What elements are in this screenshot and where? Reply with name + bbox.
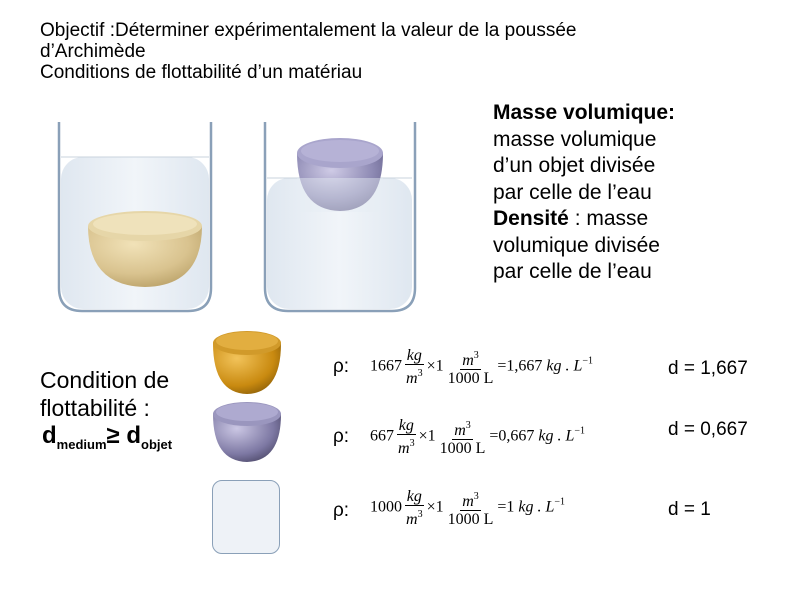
masse-text-1: masse volumique xyxy=(493,127,657,151)
formula-row-3 xyxy=(370,488,565,528)
geq-d-symbol: ≥ d xyxy=(106,422,142,449)
densite-title: Densité xyxy=(493,207,569,230)
condition-line-1: Condition de xyxy=(40,367,170,393)
times-one: ×1 xyxy=(426,357,444,375)
result-unit: kg . L xyxy=(546,357,583,375)
masse-volumique-title: Masse volumique: xyxy=(493,101,676,124)
m-unit: m xyxy=(462,352,474,369)
result-unit: kg . L xyxy=(518,498,555,516)
masse-text-3: par celle de l’eau xyxy=(493,180,652,204)
kg-unit: kg xyxy=(398,417,414,434)
masse-text-2: d’un objet divisée xyxy=(493,154,656,177)
d-value-1: d = 1,667 xyxy=(668,358,748,379)
result-value: =1,667 xyxy=(497,357,543,375)
objective-line-2: d’Archimède xyxy=(40,41,146,62)
result-exp: −1 xyxy=(574,425,586,437)
purple-object xyxy=(297,138,383,212)
violet-bowl xyxy=(213,402,281,462)
kg-unit: kg xyxy=(406,347,422,364)
density-value: 1667 xyxy=(370,357,402,375)
rho-label-3: ρ: xyxy=(333,500,350,521)
densite-text-3: par celle de l’eau xyxy=(493,260,652,283)
result-exp: −1 xyxy=(582,355,594,367)
kg-unit: kg xyxy=(406,488,422,505)
rho-label-1: ρ: xyxy=(333,356,350,377)
exp-3: 3 xyxy=(409,438,415,449)
d-value-2: d = 0,667 xyxy=(668,419,748,440)
exp-3: 3 xyxy=(417,368,423,379)
definitions-box xyxy=(493,100,793,286)
d-symbol: d xyxy=(42,422,57,449)
result-value: =1 xyxy=(497,498,515,516)
formula-row-2 xyxy=(370,417,585,457)
condition-line-2: flottabilité : xyxy=(40,395,150,421)
orange-bowl xyxy=(213,331,281,394)
objective-line: Objectif :Déterminer expérimentalement la valeur de la poussée xyxy=(40,20,577,41)
times-one: ×1 xyxy=(426,498,444,516)
result-unit: kg . L xyxy=(538,427,575,445)
densite-text-1: : masse xyxy=(568,207,649,230)
rho-label-2: ρ: xyxy=(333,426,350,447)
beaker-right xyxy=(265,122,415,311)
times-one: ×1 xyxy=(418,427,436,445)
condition-label xyxy=(40,366,169,422)
conditions-line: Conditions de flottabilité d’un matériau xyxy=(40,62,363,83)
exp-3: 3 xyxy=(465,420,471,431)
medium-subscript: medium xyxy=(56,437,107,452)
m-unit: m xyxy=(462,493,474,510)
exp-3: 3 xyxy=(473,350,479,361)
result-value: =0,667 xyxy=(489,427,535,445)
condition-formula xyxy=(42,422,172,452)
d-value-3: d = 1 xyxy=(668,499,711,520)
den-value: 1000 L xyxy=(447,370,494,387)
den-value: 1000 L xyxy=(439,440,486,457)
beaker-left xyxy=(59,122,211,311)
formula-row-1 xyxy=(370,347,593,387)
densite-text-2: volumique divisée xyxy=(493,233,660,257)
objet-subscript: objet xyxy=(141,437,173,452)
exp-3: 3 xyxy=(473,491,479,502)
m-unit: m xyxy=(406,511,418,528)
m-unit: m xyxy=(398,440,410,457)
density-value: 1000 xyxy=(370,498,402,516)
water-cube xyxy=(212,480,280,554)
den-value: 1000 L xyxy=(447,511,494,528)
density-value: 667 xyxy=(370,427,394,445)
m-unit: m xyxy=(406,370,418,387)
m-unit: m xyxy=(454,422,466,439)
exp-3: 3 xyxy=(417,509,423,520)
result-exp: −1 xyxy=(554,496,566,508)
